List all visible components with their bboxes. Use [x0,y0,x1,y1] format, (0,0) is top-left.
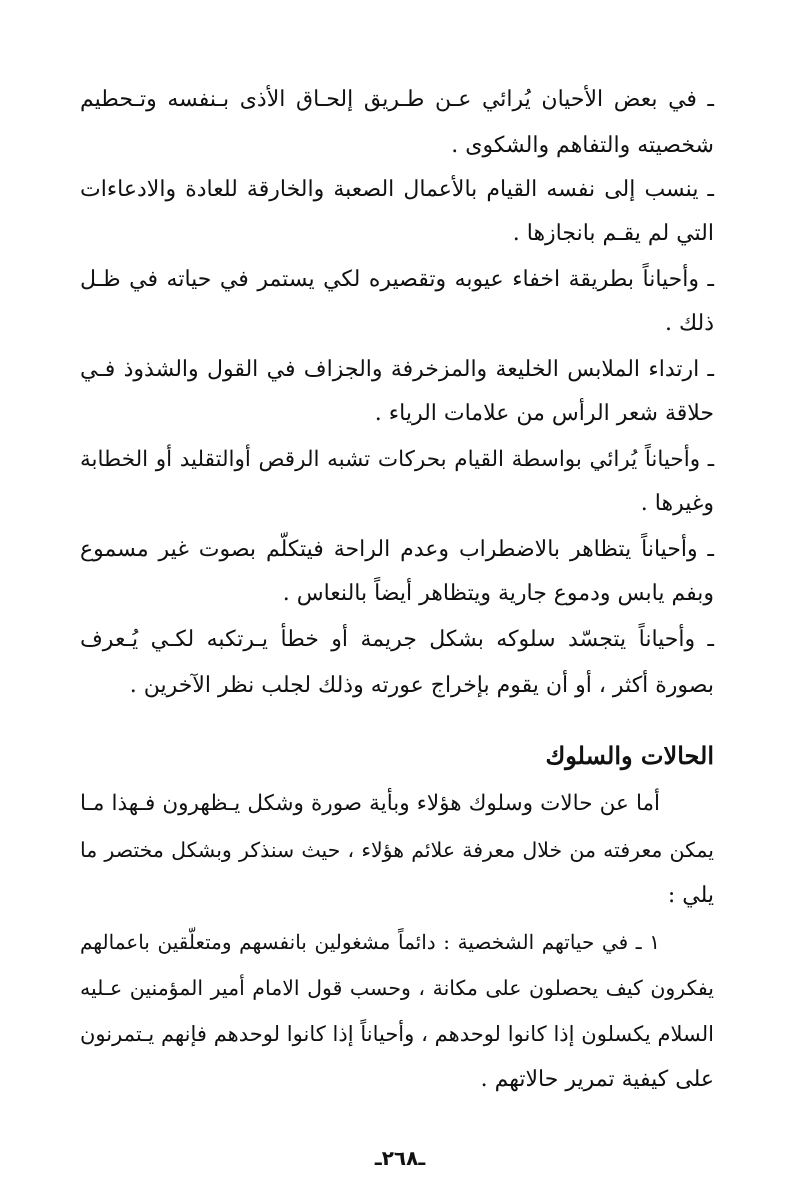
text-line: شخصيته والتفاهم والشكوى . [451,133,714,158]
text-line: يمكن معرفته من خلال معرفة علائم هؤلاء ، حيث سنذكر وبشكل مختصر ما [80,838,714,862]
page-number: ـ٢٦٨ـ [374,1146,426,1170]
text-line: وبفم يابس ودموع جارية ويتظاهر أيضاً بالنعاس . [282,581,714,606]
text-line: أما عن حالات وسلوك هؤلاء وبأية صورة وشكل يـظهرون فـهذا مـا [80,791,660,816]
text-line: بصورة أكثر ، أو أن يقوم بإخراج عورته وذلك لجلب نظر الآخرين . [129,673,714,698]
text-line: ـ في بعض الأحيان يُرائي عـن طـريق إلحـاق الأذى بـنفسه وتـحطيم [80,87,715,112]
text-line: ـ ينسب إلى نفسه القيام بالأعمال الصعبة والخارقة للعادة والادعاءات [80,177,714,202]
text-line: ـ وأحياناً يتظاهر بالاضطراب وعدم الراحة فيتكلّم بصوت غير مسموع [80,537,714,562]
text-line: ١ ـ في حياتهم الشخصية : دائماً مشغولين بانفسهم ومتعلّقين باعمالهم [80,930,660,954]
text-line: حلاقة شعر الرأس من علامات الرياء . [374,401,714,426]
text-line: ـ وأحياناً يتجسّد سلوكه بشكل جريمة أو خطأ يـرتكبه لكـي يُـعرف [80,627,714,652]
text-line: ـ وأحياناً يُرائي بواسطة القيام بحركات تشبه الرقص أوالتقليد أو الخطابة [80,447,714,472]
section-heading: الحالات والسلوك [545,741,714,770]
text-line: ـ وأحياناً بطريقة اخفاء عيوبه وتقصيره لكي يستمر في حياته في ظـل [80,267,714,292]
text-line: على كيفية تمرير حالاتهم . [480,1067,714,1092]
text-line: يفكرون كيف يحصلون على مكانة ، وحسب قول الامام أمير المؤمنين عـليه [80,976,714,1000]
text-line: السلام يكسلون إذا كانوا لوحدهم ، وأحياناً إذا كانوا لوحدهم فإنهم يـتمرنون [80,1022,714,1046]
text-line: ذلك . [664,311,714,336]
text-line: التي لم يقـم بانجازها . [512,221,714,246]
text-line: ـ ارتداء الملابس الخليعة والمزخرفة والجزاف في القول والشذوذ فـي [80,357,714,382]
text-line: يلي : [667,883,714,908]
text-line: وغيرها . [640,491,714,516]
